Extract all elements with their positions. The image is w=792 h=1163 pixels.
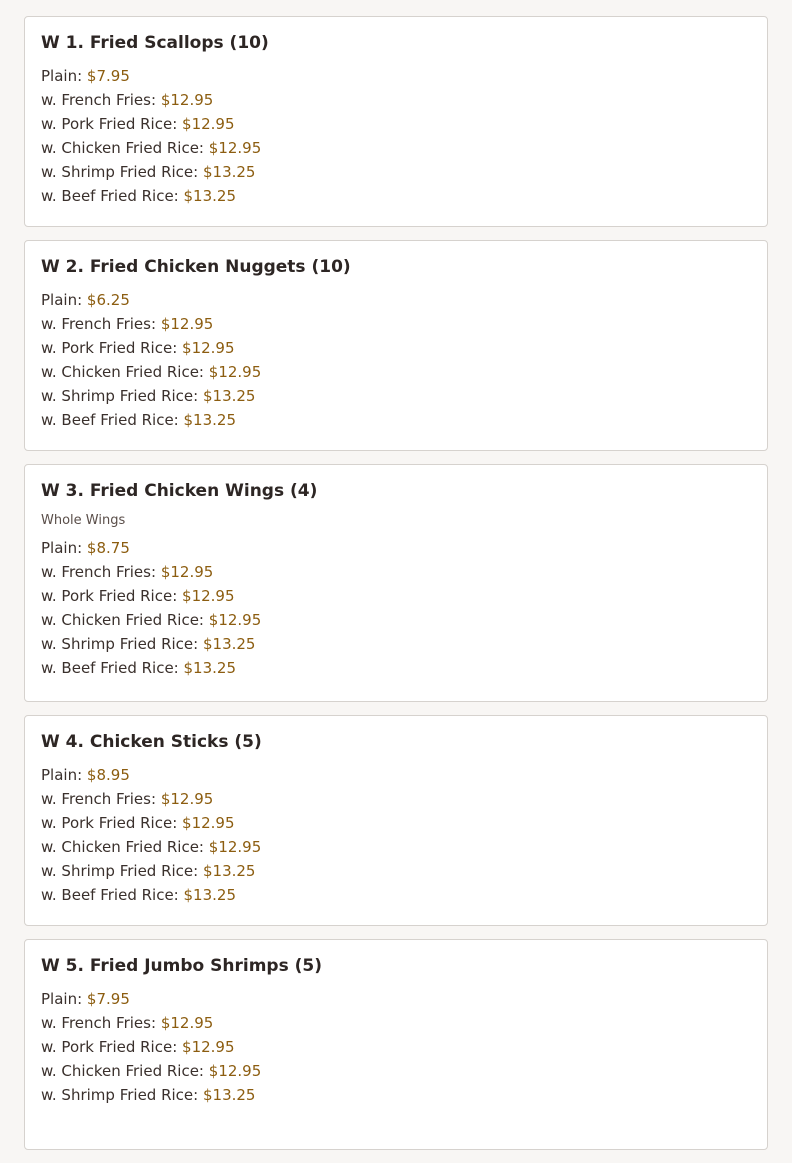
price-option-label: w. Beef Fried Rice:: [41, 411, 179, 429]
price-option-label: Plain:: [41, 67, 83, 85]
price-option-label: w. Shrimp Fried Rice:: [41, 1086, 199, 1104]
price-value: $12.95: [208, 1062, 262, 1080]
price-option-plain[interactable]: [41, 987, 751, 1011]
price-value: $12.95: [182, 115, 235, 133]
price-option-label: w. Beef Fried Rice:: [41, 659, 179, 677]
price-value: $13.25: [202, 387, 256, 405]
price-value: $12.95: [208, 611, 262, 629]
price-option-label: w. Shrimp Fried Rice:: [41, 387, 199, 405]
price-option-french-fries[interactable]: [41, 312, 751, 336]
price-value: $13.25: [202, 635, 256, 653]
price-value: $13.25: [183, 886, 237, 904]
price-option-label: w. French Fries:: [41, 790, 157, 808]
price-value: $7.95: [86, 990, 130, 1008]
price-value: $12.95: [160, 91, 214, 109]
price-option-label: w. Pork Fried Rice:: [41, 587, 178, 605]
price-value: $12.95: [160, 790, 214, 808]
price-option-label: Plain:: [41, 291, 83, 309]
price-option-label: Plain:: [41, 539, 83, 557]
price-option-label: w. Chicken Fried Rice:: [41, 139, 204, 157]
menu-item-list: [24, 16, 768, 1163]
price-option-beef-fried-rice[interactable]: [41, 184, 751, 208]
price-value: $12.95: [208, 139, 262, 157]
price-option-label: w. Chicken Fried Rice:: [41, 363, 204, 381]
price-option-label: w. French Fries:: [41, 91, 157, 109]
price-value: $12.95: [160, 563, 214, 581]
price-option-label: w. Pork Fried Rice:: [41, 115, 178, 133]
menu-item-card[interactable]: [24, 715, 768, 926]
menu-item-title: W 2. Fried Chicken Nuggets (10): [41, 257, 351, 277]
price-option-chicken-fried-rice[interactable]: [41, 360, 751, 384]
price-option-label: w. Pork Fried Rice:: [41, 814, 178, 832]
price-option-french-fries[interactable]: [41, 787, 751, 811]
price-value: $12.95: [160, 315, 214, 333]
menu-item-description: Whole Wings: [41, 513, 126, 528]
price-option-label: w. Chicken Fried Rice:: [41, 838, 204, 856]
price-option-plain[interactable]: [41, 763, 751, 787]
price-option-label: w. French Fries:: [41, 563, 157, 581]
price-option-pork-fried-rice[interactable]: [41, 112, 751, 136]
price-option-chicken-fried-rice[interactable]: [41, 608, 751, 632]
price-value: $7.95: [86, 67, 130, 85]
price-option-french-fries[interactable]: [41, 88, 751, 112]
price-option-beef-fried-rice[interactable]: [41, 883, 751, 907]
price-option-label: w. Beef Fried Rice:: [41, 886, 179, 904]
price-value: $13.25: [202, 862, 256, 880]
menu-item-card[interactable]: [24, 939, 768, 1150]
price-value: $13.25: [183, 411, 237, 429]
price-option-plain[interactable]: [41, 536, 751, 560]
menu-item-title: W 3. Fried Chicken Wings (4): [41, 481, 318, 501]
price-option-pork-fried-rice[interactable]: [41, 811, 751, 835]
price-value: $12.95: [208, 363, 262, 381]
menu-item-card[interactable]: [24, 16, 768, 227]
price-option-shrimp-fried-rice[interactable]: [41, 1083, 751, 1107]
menu-item-title: W 4. Chicken Sticks (5): [41, 732, 262, 752]
price-option-chicken-fried-rice[interactable]: [41, 136, 751, 160]
price-option-shrimp-fried-rice[interactable]: [41, 859, 751, 883]
price-value: $13.25: [183, 187, 237, 205]
price-value: $12.95: [182, 339, 235, 357]
price-list: [41, 536, 751, 696]
price-option-chicken-fried-rice[interactable]: [41, 1059, 751, 1083]
price-option-label: w. Pork Fried Rice:: [41, 339, 178, 357]
menu-item-card[interactable]: [24, 464, 768, 702]
price-option-french-fries[interactable]: [41, 560, 751, 584]
price-option-beef-fried-rice[interactable]: [41, 656, 751, 680]
price-option-label: Plain:: [41, 990, 83, 1008]
price-option-label: w. Shrimp Fried Rice:: [41, 635, 199, 653]
price-value: $12.95: [182, 587, 235, 605]
price-option-label: w. Chicken Fried Rice:: [41, 1062, 204, 1080]
price-value: $6.25: [86, 291, 130, 309]
price-list: [41, 64, 751, 224]
price-option-label: Plain:: [41, 766, 83, 784]
price-option-beef-fried-rice[interactable]: [41, 408, 751, 432]
price-option-pork-fried-rice[interactable]: [41, 336, 751, 360]
price-option-label: w. Chicken Fried Rice:: [41, 611, 204, 629]
price-option-french-fries[interactable]: [41, 1011, 751, 1035]
price-value: $13.25: [202, 163, 256, 181]
price-option-shrimp-fried-rice[interactable]: [41, 160, 751, 184]
price-value: $12.95: [208, 838, 262, 856]
price-option-chicken-fried-rice[interactable]: [41, 835, 751, 859]
price-value: $13.25: [202, 1086, 256, 1104]
price-value: $12.95: [160, 1014, 214, 1032]
price-option-pork-fried-rice[interactable]: [41, 584, 751, 608]
price-option-plain[interactable]: [41, 64, 751, 88]
price-option-label: w. French Fries:: [41, 1014, 157, 1032]
price-option-plain[interactable]: [41, 288, 751, 312]
price-value: $8.95: [86, 766, 130, 784]
price-option-label: w. Pork Fried Rice:: [41, 1038, 178, 1056]
price-value: $8.75: [86, 539, 130, 557]
price-list: [41, 288, 751, 448]
price-option-shrimp-fried-rice[interactable]: [41, 384, 751, 408]
menu-item-card[interactable]: [24, 240, 768, 451]
price-option-label: w. Shrimp Fried Rice:: [41, 163, 199, 181]
price-list: [41, 763, 751, 923]
price-value: $13.25: [183, 659, 237, 677]
price-option-label: w. French Fries:: [41, 315, 157, 333]
price-value: $12.95: [182, 1038, 235, 1056]
price-option-label: w. Shrimp Fried Rice:: [41, 862, 199, 880]
price-value: $12.95: [182, 814, 235, 832]
price-option-pork-fried-rice[interactable]: [41, 1035, 751, 1059]
price-option-shrimp-fried-rice[interactable]: [41, 632, 751, 656]
price-option-label: w. Beef Fried Rice:: [41, 187, 179, 205]
menu-item-title: W 1. Fried Scallops (10): [41, 33, 269, 53]
menu-item-title: W 5. Fried Jumbo Shrimps (5): [41, 956, 322, 976]
